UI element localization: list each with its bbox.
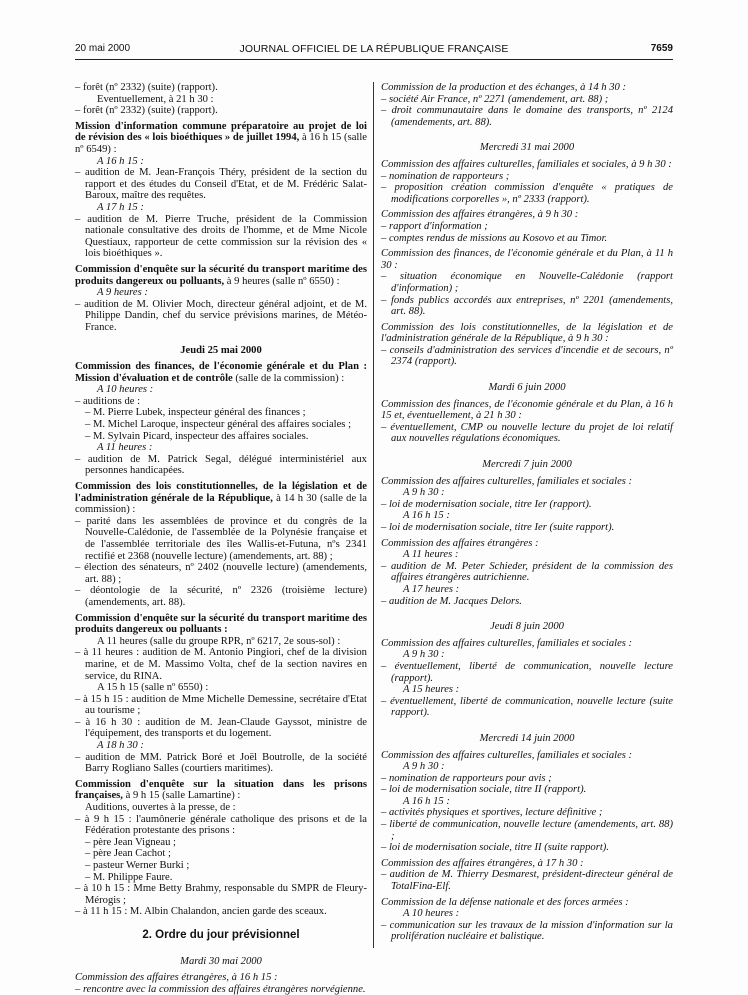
agenda-item: – proposition création commission d'enquête « pratiques de modifications corporelles », nº 2333 (rapport).: [381, 182, 673, 205]
agenda-item: – à 11 heures : audition de M. Antonio Pingiori, chef de la division marine, et de M. Massimo Volta, chef de la section navires en service, du RINA.: [75, 647, 367, 682]
time-label: Eventuellement, à 21 h 30 :: [97, 93, 214, 105]
agenda-item: – droit communautaire dans le domaine des transports, nº 2124 (amendements, art. 88).: [381, 105, 673, 128]
committee-name: Commission des lois constitutionnelles, de la législation et de l'administration générale de la République,: [75, 481, 367, 504]
agenda-item: – liberté de communication, nouvelle lecture (amendements, art. 88) ;: [381, 819, 673, 842]
agenda-item: – activités physiques et sportives, lecture définitive ;: [381, 807, 673, 819]
agenda-item: – audition de M. Peter Schieder, président de la commission des affaires étrangères autrichienne.: [381, 561, 673, 584]
agenda-block: [381, 538, 673, 608]
agenda-item: – rapport d'information ;: [381, 221, 673, 233]
agenda-block: [381, 399, 673, 445]
agenda-block: [75, 972, 367, 995]
time-label: A 9 h 30 :: [403, 487, 445, 499]
agenda-item: – audition de MM. Patrick Boré et Joël Boutrolle, de la société Barry Rogliano Salles (courtiers maritimes).: [75, 752, 367, 775]
session-time: à 9 heures (salle nº 6550) :: [224, 275, 340, 287]
agenda-item: – loi de modernisation sociale, titre Ier (rapport).: [381, 499, 673, 511]
committee-heading: Commission des lois constitutionnelles, de la législation et de l'administration générale de la République, à 9 h 30 :: [381, 321, 673, 345]
time-label: A 17 h 15 :: [97, 201, 144, 213]
committee-heading: Commission des finances, de l'économie générale et du Plan, à 11 h 30 :: [381, 248, 673, 271]
left-column: [75, 82, 367, 995]
agenda-item: – rencontre avec la commission des affaires étrangères norvégienne.: [75, 984, 367, 995]
agenda-item: – nomination de rapporteurs pour avis ;: [381, 773, 673, 785]
committee-heading: [75, 264, 367, 287]
committee-heading: Commission des affaires culturelles, familiales et sociales :: [381, 475, 633, 487]
agenda-item: – déontologie de la sécurité, nº 2326 (troisième lecture) (amendements, art. 88).: [75, 585, 367, 608]
agenda-block: [381, 750, 673, 854]
journal-page: [75, 43, 674, 995]
committee-heading: Commission de la défense nationale et des forces armées :: [381, 896, 629, 908]
committee-name: Commission d'enquête sur la sécurité du transport maritime des produits dangereux ou polluants,: [75, 263, 367, 287]
agenda-block: [381, 209, 673, 244]
agenda-item: – forêt (nº 2332) (suite) (rapport).: [75, 105, 367, 117]
agenda-item: – audition de M. Pierre Truche, président de la Commission nationale consultative des droits de l'homme, et de Mme Nicole Questiaux, rapporteur de cette commission sur la révision des « lois bioéthiques ».: [75, 214, 367, 260]
day-heading: Jeudi 8 juin 2000: [490, 621, 564, 633]
committee-name: Mission d'information commune préparatoire au projet de loi de révision des « lois bioéthiques » de juillet 1994,: [75, 120, 367, 144]
agenda-item: – fonds publics accordés aux entreprises, nº 2201 (amendements, art. 88).: [381, 295, 673, 318]
agenda-block: [75, 361, 367, 477]
agenda-item: – audition de M. Thierry Desmarest, président-directeur général de TotalFina-Elf.: [381, 869, 673, 892]
agenda-item: – communication sur les travaux de la mission d'information sur la prolifération nucléaire et balistique.: [381, 920, 673, 943]
agenda-item: – élection des sénateurs, nº 2402 (nouvelle lecture) (amendements, art. 88) ;: [75, 562, 367, 585]
time-label: A 16 h 15 :: [403, 795, 450, 807]
agenda-item: – éventuellement, CMP ou nouvelle lecture du projet de loi relatif aux nouvelles régulations économiques.: [381, 422, 673, 445]
agenda-item: – à 9 h 15 : l'aumônerie générale catholique des prisons et de la Fédération protestante des prisons :: [75, 814, 367, 837]
agenda-item: – nomination de rapporteurs ;: [381, 171, 673, 183]
sub-item: – M. Sylvain Picard, inspecteur des affaires sociales.: [75, 431, 367, 443]
time-label: A 10 heures :: [403, 908, 460, 920]
time-label: A 15 h 15 (salle nº 6550) :: [97, 682, 209, 694]
agenda-item: – auditions de :: [75, 396, 367, 408]
agenda-block: [75, 264, 367, 334]
agenda-block: [75, 121, 367, 260]
agenda-block: [75, 613, 367, 775]
agenda-item: – à 15 h 15 : audition de Mme Michelle Demessine, secrétaire d'Etat au tourisme ;: [75, 694, 367, 717]
day-heading: Mercredi 14 juin 2000: [479, 732, 575, 744]
sub-item: – M. Michel Laroque, inspecteur général des affaires sociales ;: [75, 419, 367, 431]
agenda-block: [381, 322, 673, 368]
time-label: A 16 h 15 :: [97, 155, 144, 167]
agenda-item: – éventuellement, liberté de communication, nouvelle lecture (rapport).: [381, 661, 673, 684]
committee-heading: Commission de la production et des échanges, à 14 h 30 :: [381, 82, 627, 93]
committee-heading: [75, 121, 367, 156]
agenda-item: – loi de modernisation sociale, titre Ier (suite rapport).: [381, 522, 673, 534]
agenda-item: – audition de M. Jacques Delors.: [381, 596, 673, 608]
agenda-item: – comptes rendus de missions au Kosovo et au Timor.: [381, 233, 673, 245]
committee-heading: Commission des affaires culturelles, familiales et sociales, à 9 h 30 :: [381, 158, 672, 170]
agenda-block: [75, 779, 367, 918]
committee-name: Commission des finances, de l'économie générale et du Plan : Mission d'évaluation et de contrôle: [75, 361, 367, 384]
time-label: A 11 heures :: [403, 549, 459, 561]
agenda-block: [381, 159, 673, 205]
agenda-block: [381, 82, 673, 128]
agenda-block: [381, 858, 673, 893]
time-label: A 9 h 30 :: [403, 761, 445, 773]
right-column: [381, 82, 673, 943]
committee-heading: Commission des affaires étrangères, à 16 h 15 :: [75, 972, 278, 984]
agenda-item: – loi de modernisation sociale, titre II (rapport).: [381, 784, 673, 796]
session-time: à 14 h 30 (salle de la commission) :: [75, 492, 368, 516]
sub-item: – M. Pierre Lubek, inspecteur général des finances ;: [75, 407, 367, 419]
time-label: A 11 heures (salle du groupe RPR, nº 6217, 2e sous-sol) :: [97, 635, 341, 647]
committee-heading: Commission d'enquête sur la sécurité du transport maritime des produits dangereux ou polluants :: [75, 612, 367, 636]
agenda-item: – audition de M. Jean-François Théry, président de la section du rapport et des études du Conseil d'Etat, et de M. Frédéric Salat-Baroux, maître des requêtes.: [75, 167, 367, 202]
session-time: à 9 h 15 (salle Lamartine) :: [122, 790, 241, 802]
section-heading: 2. Ordre du jour prévisionnel: [142, 928, 300, 941]
committee-heading: Commission des affaires culturelles, familiales et sociales :: [381, 637, 633, 649]
agenda-item: – forêt (nº 2332) (suite) (rapport).: [75, 82, 367, 94]
time-label: A 9 heures :: [97, 287, 148, 299]
committee-heading: Commission des affaires étrangères, à 17 h 30 :: [381, 857, 584, 869]
time-label: A 10 heures :: [97, 384, 154, 396]
day-heading: Mardi 30 mai 2000: [180, 955, 262, 967]
agenda-item: – à 16 h 30 : audition de M. Jean-Claude Gayssot, ministre de l'équipement, des transports et du logement.: [75, 717, 367, 740]
header-rule: [75, 59, 673, 60]
day-heading: Mercredi 31 mai 2000: [479, 142, 575, 154]
agenda-item: – conseils d'administration des services d'incendie et de secours, nº 2374 (rapport).: [381, 345, 673, 368]
agenda-item: – à 11 h 15 : M. Albin Chalandon, ancien garde des sceaux.: [75, 906, 367, 918]
session-time: à 16 h 15 (salle nº 6549) :: [75, 132, 367, 155]
agenda-block: [381, 897, 673, 943]
agenda-block: [381, 476, 673, 534]
committee-heading: [75, 779, 367, 802]
committee-heading: Commission des finances, de l'économie générale et du Plan, à 16 h 15 et, éventuellement, à 21 h 30 :: [381, 398, 673, 422]
time-label: A 16 h 15 :: [403, 510, 450, 522]
sub-item: – père Jean Cachot ;: [75, 848, 367, 860]
time-label: A 15 heures :: [403, 684, 460, 696]
committee-heading: Commission des affaires étrangères, à 9 h 30 :: [381, 209, 579, 221]
sub-item: – pasteur Werner Burki ;: [75, 860, 367, 872]
page-header: [75, 43, 673, 57]
time-label: A 11 heures :: [97, 442, 153, 454]
day-heading: Mardi 6 juin 2000: [488, 382, 566, 394]
agenda-item: – audition de M. Olivier Moch, directeur général adjoint, et de M. Philippe Dandin, chef du service prévisions marines, de Météo-France.: [75, 299, 367, 334]
agenda-item: – situation économique en Nouvelle-Calédonie (rapport d'information) ;: [381, 271, 673, 294]
committee-heading: Commission des affaires étrangères :: [381, 537, 539, 549]
column-divider: [373, 82, 374, 948]
agenda-block: [75, 481, 367, 609]
agenda-item: – loi de modernisation sociale, titre II (suite rapport).: [381, 842, 673, 854]
agenda-block: [381, 638, 673, 719]
sub-item: – M. Philippe Faure.: [75, 872, 367, 884]
agenda-item: – éventuellement, liberté de communication, nouvelle lecture (suite rapport).: [381, 696, 673, 719]
agenda-item: – parité dans les assemblées de province et du congrès de la Nouvelle-Calédonie, de l'assemblée de la Polynésie française et de l'assemblée territoriale des îles Wallis-et-Futuna, nºs 2341 rectifié et 2368 (nouvelle lecture) (amendements, art. 88) ;: [75, 516, 367, 562]
header-date: 20 mai 2000: [75, 43, 131, 54]
time-label: A 17 heures :: [403, 583, 460, 595]
committee-name: Commission d'enquête sur la situation dans les prisons françaises,: [75, 778, 367, 802]
agenda-item: – société Air France, nº 2271 (amendement, art. 88) ;: [381, 94, 673, 106]
time-label: A 18 h 30 :: [97, 740, 144, 752]
page-number: 7659: [650, 43, 673, 54]
agenda-block: [381, 248, 673, 318]
day-heading: Mercredi 7 juin 2000: [482, 459, 572, 471]
committee-heading: Commission des affaires culturelles, familiales et sociales :: [381, 749, 633, 761]
day-heading: Jeudi 25 mai 2000: [180, 345, 262, 357]
committee-heading: [75, 481, 367, 516]
intro-text: Auditions, ouvertes à la presse, de :: [85, 802, 236, 814]
session-time: (salle de la commission) :: [232, 372, 345, 384]
time-label: A 9 h 30 :: [403, 649, 445, 661]
committee-heading: [75, 361, 367, 384]
agenda-block: [75, 82, 367, 117]
agenda-item: – à 10 h 15 : Mme Betty Brahmy, responsable du SMPR de Fleury-Mérogis ;: [75, 883, 367, 906]
agenda-item: – audition de M. Patrick Segal, délégué interministériel aux personnes handicapées.: [75, 454, 367, 477]
header-title: JOURNAL OFFICIEL DE LA RÉPUBLIQUE FRANÇAISE: [239, 43, 509, 55]
sub-item: – père Jean Vigneau ;: [75, 837, 367, 849]
